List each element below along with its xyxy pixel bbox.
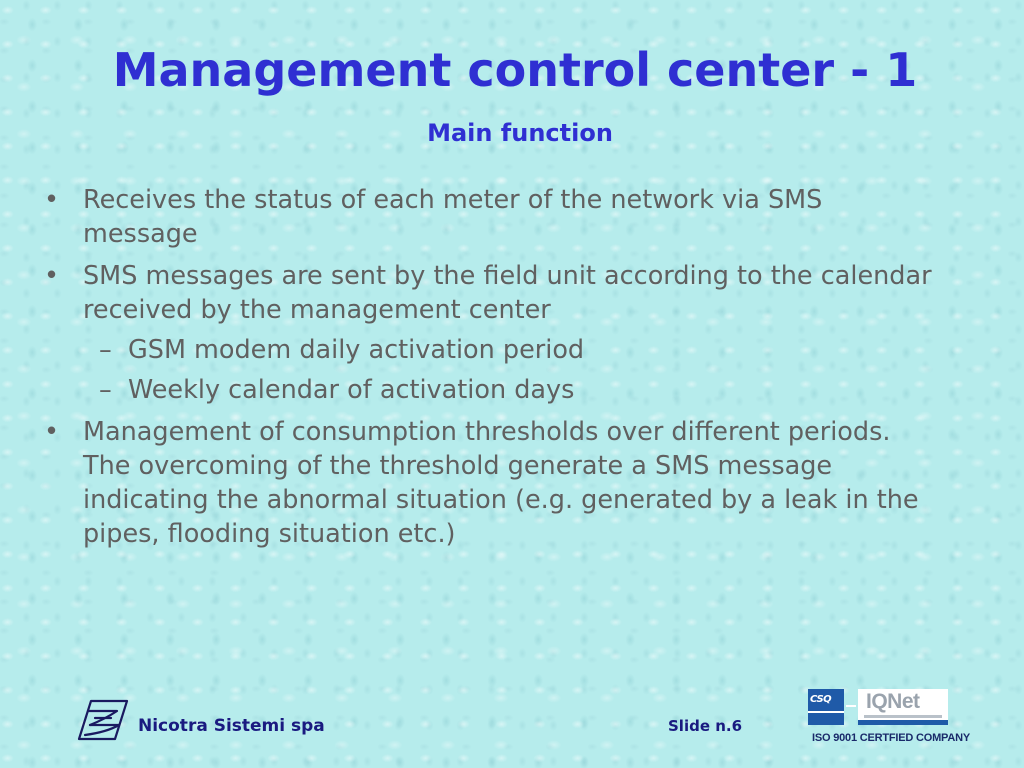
company-logo-icon: [77, 698, 129, 742]
iqnet-logo-text: IQNet: [866, 690, 920, 713]
sub-bullet-list: [83, 333, 940, 407]
sub-bullet-item: [83, 333, 940, 367]
slide-number: Slide n.6: [668, 717, 743, 735]
bullet-item: [40, 415, 940, 551]
bullet-list: [40, 183, 940, 559]
bullet-text: Management of consumption thresholds over different periods. The overcoming of the threshold generate a SMS message indicating the abnormal situation (e.g. generated by a leak in the pipes, flooding situation etc.): [83, 417, 919, 549]
bullet-item: [40, 183, 940, 251]
bullet-text: Receives the status of each meter of the network via SMS message: [83, 185, 823, 249]
sub-bullet-marker: –: [99, 335, 112, 365]
iqnet-bar: [858, 720, 948, 725]
sub-bullet-text: GSM modem daily activation period: [128, 335, 585, 365]
slide-subtitle: Main function: [427, 119, 613, 147]
csq-logo: [808, 689, 844, 725]
certification-caption: ISO 9001 CERTFIED COMPANY: [812, 732, 970, 744]
sub-bullet-item: [83, 373, 940, 407]
bullet-item: [40, 259, 940, 407]
certification-logos: [808, 689, 950, 725]
csq-stripe: [808, 711, 844, 713]
bullet-marker: •: [44, 185, 60, 215]
company-name: Nicotra Sistemi spa: [138, 716, 325, 736]
sub-bullet-text: Weekly calendar of activation days: [128, 375, 575, 405]
iqnet-subline: [864, 715, 942, 718]
iqnet-logo: [858, 689, 948, 725]
logo-divider: [846, 705, 856, 707]
sub-bullet-marker: –: [99, 375, 112, 405]
bullet-text: SMS messages are sent by the field unit according to the calendar received by the management center: [83, 261, 932, 325]
bullet-marker: •: [44, 417, 60, 447]
slide-title: Management control center - 1: [112, 43, 918, 97]
csq-logo-text: CSQ: [810, 694, 832, 705]
bullet-marker: •: [44, 261, 60, 291]
